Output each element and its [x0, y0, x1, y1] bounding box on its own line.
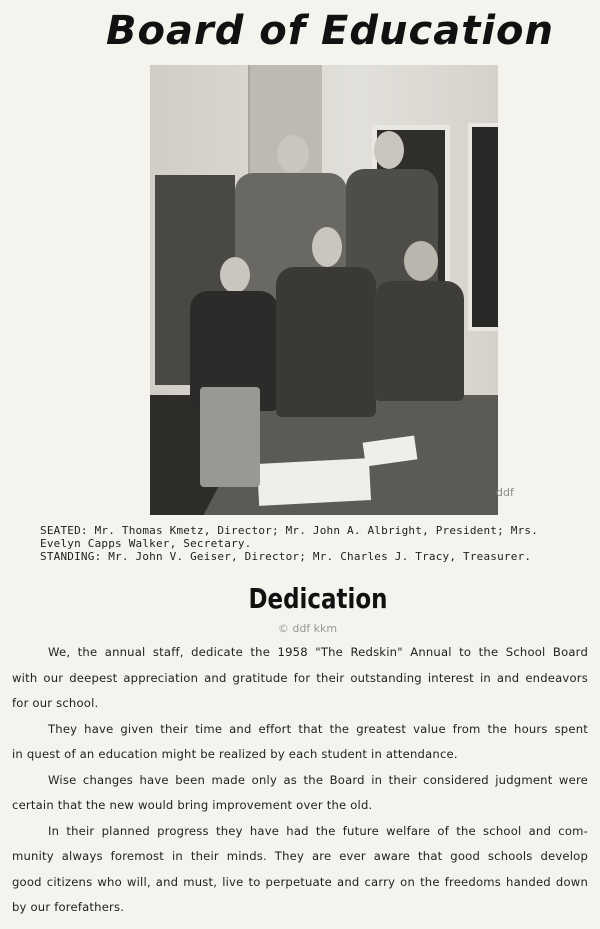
dedication-paragraph — [12, 768, 588, 819]
text-line: munity always foremost in their minds. They are ever aware that good schools develop — [12, 849, 588, 863]
page-title: Board of Education — [106, 8, 554, 54]
caption-seated-cont: Evelyn Capps Walker, Secretary. — [40, 537, 252, 550]
text-line: in quest of an education might be realized by each student in attendance. — [12, 747, 458, 761]
text-line: In their planned progress they have had the future welfare of the school and com- — [48, 823, 588, 838]
text-line: for our school. — [12, 696, 99, 710]
dedication-body — [12, 640, 588, 921]
photo-window-right — [468, 123, 498, 331]
board-group-photo — [150, 65, 498, 515]
photo-paper — [257, 458, 371, 506]
text-line: certain that the new would bring improvement over the old. — [12, 798, 373, 812]
copyright-watermark: © ddf kkm — [277, 622, 338, 635]
caption-standing: STANDING: Mr. John V. Geiser, Director; Mr. Charles J. Tracy, Treasurer. — [40, 550, 532, 563]
photo-caption — [40, 524, 575, 563]
text-line: good citizens who will, and must, live to perpetuate and carry on the freedoms handed down — [12, 874, 588, 889]
text-line: They have given their time and effort that the greatest value from the hours spent — [48, 721, 588, 736]
caption-seated: SEATED: Mr. Thomas Kmetz, Director; Mr. John A. Albright, President; Mrs. — [40, 524, 539, 537]
photo-watermark: ddf — [496, 486, 514, 499]
text-line: by our forefathers. — [12, 900, 125, 914]
text-line: Wise changes have been made only as the Board in their considered judgment were — [48, 772, 588, 787]
text-line: We, the annual staff, dedicate the 1958 "The Redskin" Annual to the School Board — [48, 645, 588, 659]
dedication-paragraph — [12, 717, 588, 768]
dedication-paragraph — [12, 640, 588, 717]
dedication-paragraph — [12, 819, 588, 921]
dedication-title: Dedication — [248, 582, 388, 615]
text-line: with our deepest appreciation and gratitude for their outstanding interest in and endeavors — [12, 670, 588, 685]
